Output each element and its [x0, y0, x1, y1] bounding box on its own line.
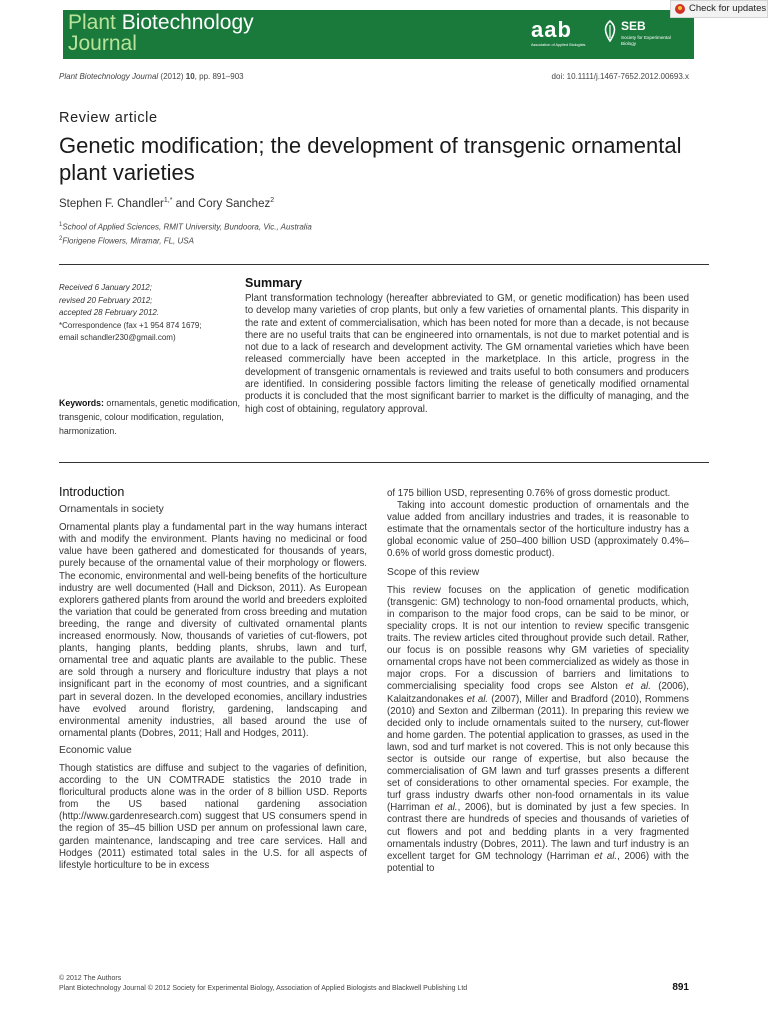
affiliation-1: $^1$School of Applied Sciences, RMIT University, Bundoora, Vic., Australia — [59, 222, 312, 232]
doi: doi: 10.1111/j.1467-7652.2012.00693.x — [551, 72, 689, 81]
divider-top — [59, 264, 709, 265]
authors: Stephen F. Chandler$^{1,*}$ and Cory Sanchez$^2$ — [59, 197, 275, 210]
summary-heading: Summary — [245, 276, 302, 290]
paragraph: This review focuses on the application of genetic modification (transgenic: GM) technology to non-food ornamental products, which, in comparison to the major food crops, can be said to be minor, or speciality crops. It is not our intention to review specific transgenic traits. The review articles cited throughout provide such detail. Rather, our focus is on possible reasons why GM varieties of speciality ornamental crops have not been commercialized as widely as those in major crops. For a discussion of barriers and limitations to commercialising speciality food crops see Alston et al. (2006), Kalaitzandonakes et al. (2007), Miller and Bradford (2010), Rommens (2010) and Sexton and Zilberman (2011). In preparing this review we decided only to include ornamentals suited to the nursery, cut-flower and home garden. The potential application to grasses, as used in the lawn, sod and turf market is not covered. This is not only because this sector is outside our range of expertise, but also because the commercialisation of GM lawn and turf grasses presents a different set of considerations to other ornamental species. For example, the turf grass industry dwarfs other non-food ornamentals in its value (Harriman et al., 2006), but is dominated by just a few species. In contrast there are hundreds of species and thousands of varieties of cut flowers and pot and bedding plants in a very fragmented ornamentals industry (Dobres, 2011). The lawn and turf industry is an excellent target for GM technology (Harriman et al., 2006) with the potential to — [387, 584, 690, 874]
crossmark-icon — [675, 4, 685, 14]
paragraph: Ornamental plants play a fundamental part in the way humans interact with and modify the environment. Plants having no medicinal or food value have been gathered and domesticated for thousands of years, purely because of the ornamental value of their morphology or flowers. The economic, environmental and well-being benefits of the horticulture industry are well documented (Hall and Dickson, 2011). As European explorers gathered plants from around the world and breeders exploited the variation that could be generated from cross breeding and mutation breeding, the range and diversity of cultivated ornamental plants increased enormously. Now, thousands of varieties of cut-flowers, pot plants, hanging plants, bedding plants, shrubs, lawn and turf, ornamental tree and aquatic plants are available to the public. These are sold through a nursery and floriculture industry that plays a not insignificant part in the economy of most countries, and a significant part in several dozen. In the developed economies, ancillary industries have evolved around floristry, gardening, landscaping and environmental amenity industries, all based around the use of ornamental plants (Dobres, 2011; Hall and Hodges, 2011). — [59, 522, 367, 739]
body-column-right — [387, 488, 689, 875]
journal-banner — [63, 10, 694, 59]
aab-logo: aab Association of Applied Biologists — [531, 17, 586, 47]
article-title: Genetic modification; the development of transgenic ornamental plant varieties — [59, 133, 682, 185]
paragraph: Taking into account domestic production of ornamentals and the value added from ancillary industries and trades, it is reasonable to estimate that the ornamentals sector of the horticulture industry has a global economic value of 250–400 billion USD (approximately 0.4%–0.6% of world gross domestic product). — [387, 500, 689, 560]
seb-logo-mark-icon — [602, 20, 618, 42]
page-number: 891 — [672, 982, 689, 993]
affiliation-2: $^2$Florigene Flowers, Miramar, FL, USA — [59, 236, 194, 246]
subheading-scope-of-review: Scope of this review — [387, 566, 480, 578]
citation: Plant Biotechnology Journal (2012) 10, pp. 891–903 — [59, 72, 244, 81]
journal-name-line2: Journal — [68, 32, 137, 55]
footer: © 2012 The Authors Plant Biotechnology Journal © 2012 Society for Experimental Biology, Association of Applied Biologists and Blackwell Publishing Ltd — [59, 975, 468, 992]
journal-name-line1: Plant Biotechnology — [68, 11, 254, 34]
summary-text: Plant transformation technology (hereafter abbreviated to GM, or genetic modification) has been used to develop many varieties of crop plants, but only a few varieties of ornamental plants. This disparity in the rate and extent of commercialisation, which has been noted for more than a decade, is not because there are no useful traits that can be engineered into ornamentals, is not due to market potential and is not due to a lack of research and development activity. The GM ornamental varieties which have been released commercially have been accepted in the marketplace. In this article, progress in the development of transgenic ornamentals is reviewed and traits useful to both consumers and producers are identified. In considering possible factors limiting the release of genetically modified ornamental products it is concluded that the most significant barrier to market is the difficulty of managing, and the high cost of obtaining, regulatory approval. — [245, 293, 689, 415]
section-heading-introduction: Introduction — [59, 485, 125, 499]
subheading-ornamentals-in-society: Ornamentals in society — [59, 504, 164, 516]
body-column-left — [59, 486, 367, 872]
divider-middle — [59, 462, 709, 463]
seb-logo: SEB — [621, 19, 646, 33]
check-for-updates-label: Check for updates — [689, 3, 767, 14]
check-for-updates-button[interactable] — [670, 0, 768, 18]
article-type: Review article — [59, 110, 158, 126]
subheading-economic-value: Economic value — [59, 744, 132, 756]
paragraph: Though statistics are diffuse and subject to the vagaries of definition, according to the UN COMTRADE statistics the 2010 trade in floricultural products alone was in the order of 8 billion USD. Reports from the US based national gardening association (http://www.gardenresearch.com) suggest that US consumers spend in the region of 35–45 billion USD per annum on professional lawn care, garden maintenance, landscaping and tree care services. Hall and Hodges (2011) estimated total sales in the U.S. for all aspects of lifestyle horticulture to be in excess — [59, 762, 367, 871]
seb-logo-subtitle: Society for Experimental Biology — [621, 35, 671, 46]
keywords: Keywords: ornamentals, genetic modification, transgenic, colour modification, regulation, harmonization. — [59, 398, 240, 436]
paragraph: of 175 billion USD, representing 0.76% of gross domestic product. — [387, 488, 671, 499]
article-history: Received 6 January 2012; revised 20 February 2012; accepted 28 February 2012. *Correspondence (fax +1 954 874 1679; email schandler230@gmail.com) — [59, 283, 202, 342]
